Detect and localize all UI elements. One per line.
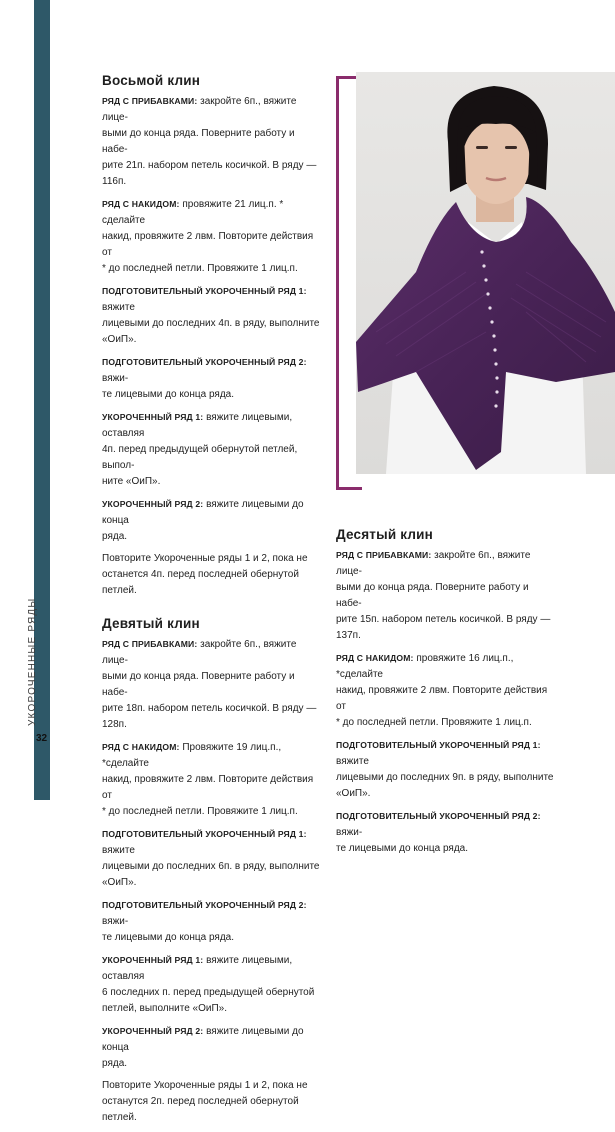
section-title: Десятый клин	[336, 527, 434, 542]
chapter-side-label	[27, 597, 41, 726]
instruction-label: РЯД С НАКИДОМ:	[336, 653, 414, 663]
page-number: 32	[36, 733, 48, 744]
instruction-label: УКОРОЧЕННЫЙ РЯД 1:	[102, 955, 204, 965]
instruction-paragraph: Повторите Укороченные ряды 1 и 2, пока не останется 4п. перед последней обернутой петлей.	[102, 553, 308, 596]
instruction-label: РЯД С НАКИДОМ:	[102, 199, 180, 209]
instruction-label: РЯД С ПРИБАВКАМИ:	[102, 96, 198, 106]
section-title: Восьмой клин	[102, 73, 201, 88]
section-title: Девятый клин	[102, 616, 200, 631]
instruction-label: РЯД С ПРИБАВКАМИ:	[102, 639, 198, 649]
instruction-label: ПОДГОТОВИТЕЛЬНЫЙ УКОРОЧЕННЫЙ РЯД 1:	[336, 740, 541, 750]
instruction-label: ПОДГОТОВИТЕЛЬНЫЙ УКОРОЧЕННЫЙ РЯД 2:	[102, 357, 307, 367]
instruction-paragraph: ПОДГОТОВИТЕЛЬНЫЙ УКОРОЧЕННЫЙ РЯД 2: вяжи- те лицевыми до конца ряда.	[336, 811, 541, 854]
instruction-paragraph: ПОДГОТОВИТЕЛЬНЫЙ УКОРОЧЕННЫЙ РЯД 2: вяжи- те лицевыми до конца ряда.	[102, 900, 307, 943]
instruction-paragraph: РЯД С НАКИДОМ: провяжите 16 лиц.п., *сделайте накид, провяжите 2 лвм. Повторите действия от * до последней петли. Провяжите 1 лиц.п.	[336, 653, 548, 728]
instruction-paragraph: РЯД С ПРИБАВКАМИ: закройте 6п., вяжите лице- выми до конца ряда. Поверните работу и набе- рите 21п. набором петель косичкой. В ряду — 116п.	[102, 96, 317, 187]
instruction-paragraph: РЯД С НАКИДОМ: провяжите 21 лиц.п. * сделайте накид, провяжите 2 лвм. Повторите действия от * до последней петли. Провяжите 1 лиц.п.	[102, 199, 314, 274]
instruction-paragraph: РЯД С ПРИБАВКАМИ: закройте 6п., вяжите лице- выми до конца ряда. Поверните работу и набе- рите 15п. набором петель косичкой. В ряду — 137п.	[336, 550, 551, 641]
instruction-paragraph: УКОРОЧЕННЫЙ РЯД 2: вяжите лицевыми до конца ряда.	[102, 499, 304, 542]
section-eighth-wedge	[102, 72, 320, 599]
instruction-label: ПОДГОТОВИТЕЛЬНЫЙ УКОРОЧЕННЫЙ РЯД 2:	[102, 900, 307, 910]
chapter-side-label-text: УКОРОЧЕННЫЕ РЯДЫ	[27, 597, 38, 726]
instruction-label: УКОРОЧЕННЫЙ РЯД 1:	[102, 412, 204, 422]
instruction-label: УКОРОЧЕННЫЙ РЯД 2:	[102, 499, 204, 509]
right-text-column	[336, 526, 556, 863]
model-with-purple-shawl-photo	[356, 72, 615, 474]
instruction-label: ПОДГОТОВИТЕЛЬНЫЙ УКОРОЧЕННЫЙ РЯД 1:	[102, 286, 307, 296]
instruction-paragraph: РЯД С НАКИДОМ: Провяжите 19 лиц.п., *сделайте накид, провяжите 2 лвм. Повторите действия от * до последней петли. Провяжите 1 лиц.п.	[102, 742, 314, 817]
instruction-paragraph: ПОДГОТОВИТЕЛЬНЫЙ УКОРОЧЕННЫЙ РЯД 1: вяжите лицевыми до последних 6п. в ряду, выполните «ОиП».	[102, 829, 320, 888]
instruction-paragraph: ПОДГОТОВИТЕЛЬНЫЙ УКОРОЧЕННЫЙ РЯД 2: вяжи- те лицевыми до конца ряда.	[102, 357, 307, 400]
section-ninth-wedge	[102, 615, 320, 1126]
instruction-label: РЯД С ПРИБАВКАМИ:	[336, 550, 432, 560]
section-tenth-wedge	[336, 526, 556, 857]
left-text-column	[102, 72, 320, 1132]
instruction-label: ПОДГОТОВИТЕЛЬНЫЙ УКОРОЧЕННЫЙ РЯД 1:	[102, 829, 307, 839]
instruction-label: РЯД С НАКИДОМ:	[102, 742, 180, 752]
instruction-paragraph: РЯД С ПРИБАВКАМИ: закройте 6п., вяжите лице- выми до конца ряда. Поверните работу и набе- рите 18п. набором петель косичкой. В ряду — 128п.	[102, 639, 317, 730]
instruction-label: ПОДГОТОВИТЕЛЬНЫЙ УКОРОЧЕННЫЙ РЯД 2:	[336, 811, 541, 821]
instruction-label: УКОРОЧЕННЫЙ РЯД 2:	[102, 1026, 204, 1036]
instruction-paragraph: Повторите Укороченные ряды 1 и 2, пока не останутся 2п. перед последней обернутой петлей.	[102, 1080, 308, 1123]
instruction-paragraph: ПОДГОТОВИТЕЛЬНЫЙ УКОРОЧЕННЫЙ РЯД 1: вяжите лицевыми до последних 4п. в ряду, выполните «ОиП».	[102, 286, 320, 345]
instruction-paragraph: УКОРОЧЕННЫЙ РЯД 1: вяжите лицевыми, оставляя 4п. перед предыдущей обернутой петлей, выпол- ните «ОиП».	[102, 412, 298, 487]
instruction-paragraph: ПОДГОТОВИТЕЛЬНЫЙ УКОРОЧЕННЫЙ РЯД 1: вяжите лицевыми до последних 9п. в ряду, выполните «ОиП».	[336, 740, 554, 799]
instruction-paragraph: УКОРОЧЕННЫЙ РЯД 1: вяжите лицевыми, оставляя 6 последних п. перед предыдущей обернутой петлей, выполните «ОиП».	[102, 955, 315, 1014]
instruction-paragraph: УКОРОЧЕННЫЙ РЯД 2: вяжите лицевыми до конца ряда.	[102, 1026, 304, 1069]
